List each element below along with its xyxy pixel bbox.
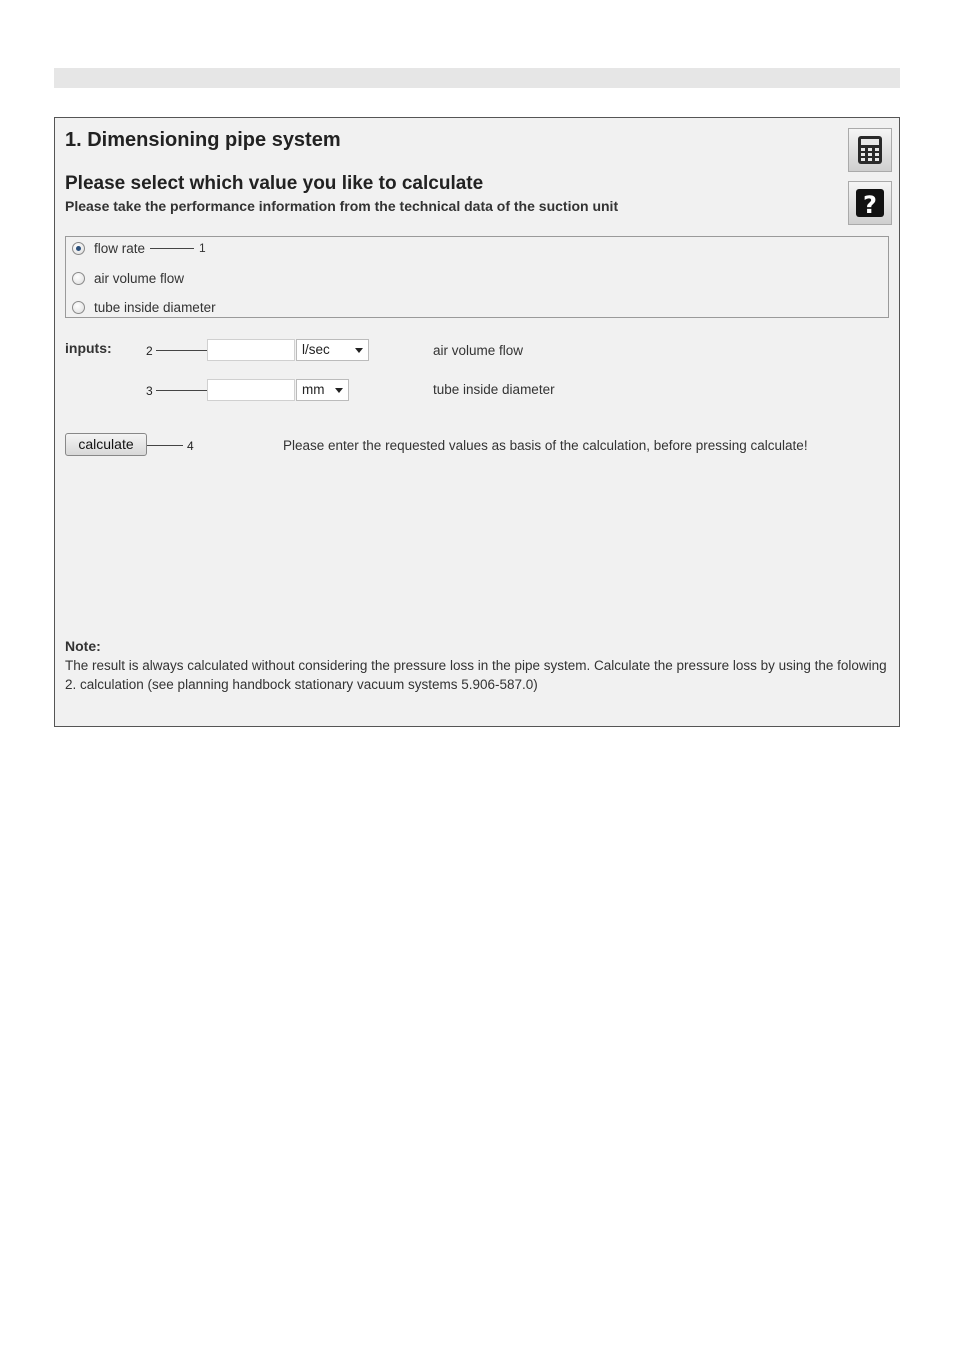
air-volume-flow-unit-select[interactable] <box>296 339 369 361</box>
option-tube-inside-diameter[interactable] <box>72 298 216 316</box>
calculate-button[interactable]: calculate <box>65 433 147 456</box>
panel-title: 1. Dimensioning pipe system <box>65 129 341 151</box>
radio-flow-rate[interactable] <box>72 242 85 255</box>
panel-subheading: Please take the performance information from the technical data of the suction unit <box>65 198 619 214</box>
option-flow-rate[interactable] <box>72 239 206 257</box>
svg-text:?: ? <box>863 191 877 219</box>
panel-heading: Please select which value you like to calculate <box>65 173 484 194</box>
option-air-volume-flow[interactable] <box>72 269 184 287</box>
callout-line-3 <box>156 390 214 391</box>
help-button[interactable] <box>848 181 892 225</box>
tube-diameter-unit-select[interactable] <box>296 379 349 401</box>
callout-number-1: 1 <box>199 241 206 255</box>
callout-line-1 <box>150 248 194 249</box>
top-bar <box>54 68 900 88</box>
air-volume-flow-input[interactable] <box>207 339 295 361</box>
chevron-down-icon <box>355 348 363 353</box>
callout-line-4 <box>147 445 183 446</box>
note-title: Note: <box>65 638 101 654</box>
calculator-button[interactable] <box>848 128 892 172</box>
callout-number-4: 4 <box>187 439 194 453</box>
inputs-label: inputs: <box>65 340 112 356</box>
callout-number-3: 3 <box>146 384 153 398</box>
callout-number-2: 2 <box>146 344 153 358</box>
air-volume-flow-unit: l/sec <box>302 342 330 357</box>
tube-diameter-description: tube inside diameter <box>433 382 555 397</box>
callout-line-2 <box>156 350 214 351</box>
option-label-flow-rate: flow rate <box>94 240 146 256</box>
calculation-hint: Please enter the requested values as basis of the calculation, before pressing calculate! <box>283 438 808 453</box>
radio-tube-inside-diameter[interactable] <box>72 301 85 314</box>
chevron-down-icon <box>335 388 343 393</box>
calculation-options-group <box>65 236 889 318</box>
tube-diameter-unit: mm <box>302 382 325 397</box>
air-volume-flow-description: air volume flow <box>433 343 524 358</box>
calculation-panel <box>54 117 900 727</box>
tube-diameter-input[interactable] <box>207 379 295 401</box>
option-label-air-volume-flow: air volume flow <box>94 270 185 286</box>
calculator-icon <box>853 133 887 167</box>
note-text: The result is always calculated without considering the pressure loss in the pipe system. Calculate the pressure loss by using the folowing 2. calculation (see planning handbock stationary vacuum systems 5.906-587.0) <box>65 658 887 692</box>
option-label-tube-inside-diameter: tube inside diameter <box>94 299 216 315</box>
radio-air-volume-flow[interactable] <box>72 272 85 285</box>
help-question-icon <box>853 186 887 220</box>
